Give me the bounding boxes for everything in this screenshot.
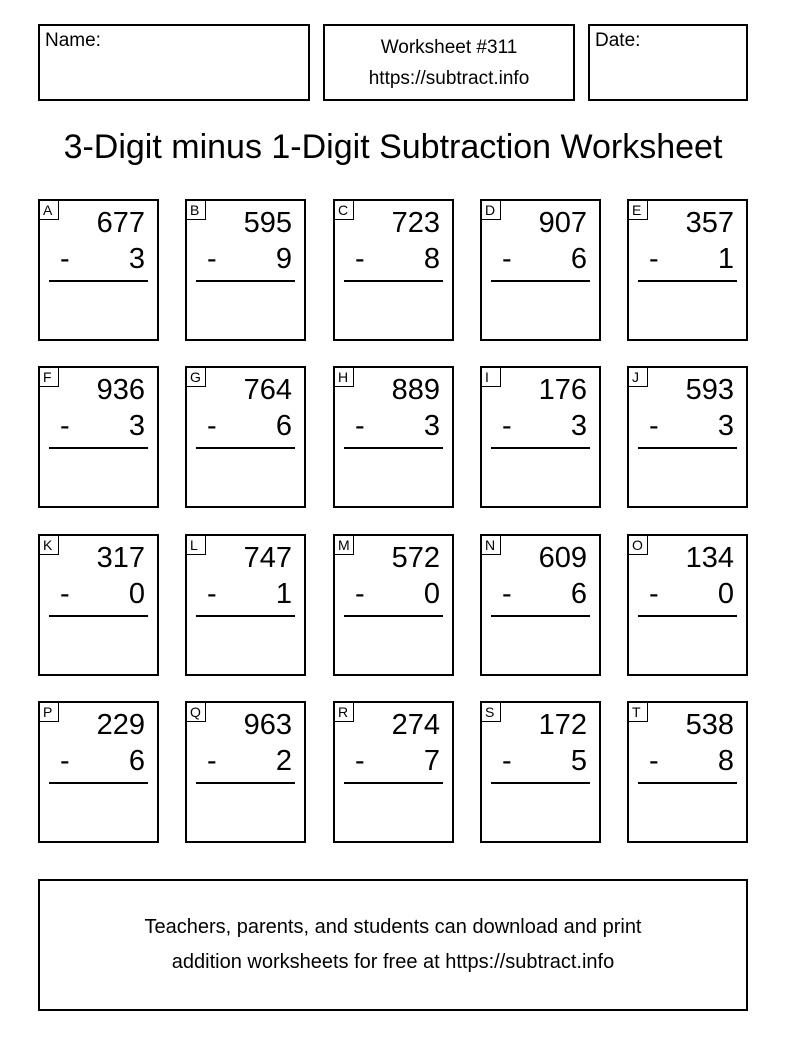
problem-letter: C (334, 200, 354, 220)
subtrahend: 3 (570, 410, 587, 442)
worksheet-number: Worksheet #311 (380, 37, 518, 58)
minus-sign: - (207, 745, 217, 777)
problem-card (627, 534, 748, 676)
minuend: 677 (96, 207, 145, 239)
date-label: Date: (595, 30, 641, 51)
problem-card (185, 701, 306, 843)
answer-line (344, 615, 443, 617)
subtrahend: 9 (275, 243, 292, 275)
answer-line (49, 447, 148, 449)
problem-letter: S (481, 702, 501, 722)
footer-line-1: Teachers, parents, and students can download and print (144, 916, 642, 938)
problem-card (38, 199, 159, 341)
answer-line (196, 615, 295, 617)
problem-letter: O (628, 535, 648, 555)
problem-letter: M (334, 535, 354, 555)
minuend: 176 (538, 374, 587, 406)
answer-line (196, 447, 295, 449)
problem-letter: N (481, 535, 501, 555)
answer-line (344, 447, 443, 449)
minuend: 229 (96, 709, 145, 741)
minuend: 134 (685, 542, 734, 574)
minus-sign: - (649, 745, 659, 777)
name-label: Name: (45, 30, 101, 51)
worksheet-url: https://subtract.info (368, 68, 530, 89)
problem-letter: L (186, 535, 206, 555)
minuend: 317 (96, 542, 145, 574)
minus-sign: - (649, 410, 659, 442)
worksheet-info-box (323, 24, 575, 101)
answer-line (491, 447, 590, 449)
minus-sign: - (502, 745, 512, 777)
minuend: 764 (243, 374, 292, 406)
problem-card (480, 199, 601, 341)
minus-sign: - (60, 410, 70, 442)
problem-letter: E (628, 200, 648, 220)
subtrahend: 0 (423, 578, 440, 610)
problem-letter: P (39, 702, 59, 722)
minuend: 274 (391, 709, 440, 741)
subtrahend: 6 (570, 243, 587, 275)
problem-card (480, 701, 601, 843)
problem-letter: H (334, 367, 354, 387)
subtrahend: 3 (128, 243, 145, 275)
problem-letter: I (481, 367, 501, 387)
minuend: 357 (685, 207, 734, 239)
problem-card (627, 366, 748, 508)
minus-sign: - (207, 578, 217, 610)
problem-card (185, 199, 306, 341)
subtrahend: 5 (570, 745, 587, 777)
problem-card (185, 534, 306, 676)
problem-letter: B (186, 200, 206, 220)
answer-line (49, 280, 148, 282)
subtrahend: 1 (275, 578, 292, 610)
answer-line (491, 280, 590, 282)
name-field-box (38, 24, 310, 101)
problem-letter: J (628, 367, 648, 387)
minus-sign: - (355, 243, 365, 275)
minuend: 936 (96, 374, 145, 406)
minuend: 595 (243, 207, 292, 239)
answer-line (196, 782, 295, 784)
problem-card (627, 199, 748, 341)
minus-sign: - (355, 410, 365, 442)
problem-card (333, 199, 454, 341)
problem-grid (38, 199, 748, 843)
problem-letter: F (39, 367, 59, 387)
problem-letter: D (481, 200, 501, 220)
minus-sign: - (355, 578, 365, 610)
minus-sign: - (502, 410, 512, 442)
minuend: 609 (538, 542, 587, 574)
answer-line (638, 280, 737, 282)
problem-letter: A (39, 200, 59, 220)
footer-box (38, 879, 748, 1011)
problem-letter: T (628, 702, 648, 722)
minus-sign: - (207, 410, 217, 442)
problem-letter: Q (186, 702, 206, 722)
minuend: 747 (243, 542, 292, 574)
minus-sign: - (502, 243, 512, 275)
minus-sign: - (60, 578, 70, 610)
subtrahend: 6 (128, 745, 145, 777)
minus-sign: - (60, 243, 70, 275)
minus-sign: - (502, 578, 512, 610)
subtrahend: 0 (717, 578, 734, 610)
answer-line (491, 782, 590, 784)
minus-sign: - (207, 243, 217, 275)
answer-line (638, 615, 737, 617)
minuend: 593 (685, 374, 734, 406)
minuend: 907 (538, 207, 587, 239)
problem-card (38, 366, 159, 508)
minuend: 572 (391, 542, 440, 574)
problem-card (333, 366, 454, 508)
problem-card (333, 701, 454, 843)
subtrahend: 7 (423, 745, 440, 777)
answer-line (196, 280, 295, 282)
minuend: 963 (243, 709, 292, 741)
subtrahend: 0 (128, 578, 145, 610)
answer-line (638, 447, 737, 449)
subtrahend: 8 (717, 745, 734, 777)
subtrahend: 8 (423, 243, 440, 275)
problem-card (627, 701, 748, 843)
minus-sign: - (60, 745, 70, 777)
subtrahend: 6 (570, 578, 587, 610)
minuend: 538 (685, 709, 734, 741)
minuend: 172 (538, 709, 587, 741)
minuend: 889 (391, 374, 440, 406)
problem-card (185, 366, 306, 508)
answer-line (638, 782, 737, 784)
date-field-box (588, 24, 748, 101)
problem-card (480, 366, 601, 508)
minus-sign: - (355, 745, 365, 777)
minuend: 723 (391, 207, 440, 239)
problem-letter: G (186, 367, 206, 387)
answer-line (49, 782, 148, 784)
problem-card (38, 534, 159, 676)
subtrahend: 3 (717, 410, 734, 442)
problem-card (333, 534, 454, 676)
page-title: 3-Digit minus 1-Digit Subtraction Worksheet (63, 128, 723, 166)
subtrahend: 1 (717, 243, 734, 275)
problem-letter: K (39, 535, 59, 555)
answer-line (49, 615, 148, 617)
answer-line (344, 280, 443, 282)
minus-sign: - (649, 578, 659, 610)
minus-sign: - (649, 243, 659, 275)
subtrahend: 3 (423, 410, 440, 442)
answer-line (491, 615, 590, 617)
problem-card (480, 534, 601, 676)
footer-line-2: addition worksheets for free at https://subtract.info (171, 951, 615, 973)
subtrahend: 3 (128, 410, 145, 442)
problem-card (38, 701, 159, 843)
subtrahend: 6 (275, 410, 292, 442)
answer-line (344, 782, 443, 784)
problem-letter: R (334, 702, 354, 722)
subtrahend: 2 (275, 745, 292, 777)
